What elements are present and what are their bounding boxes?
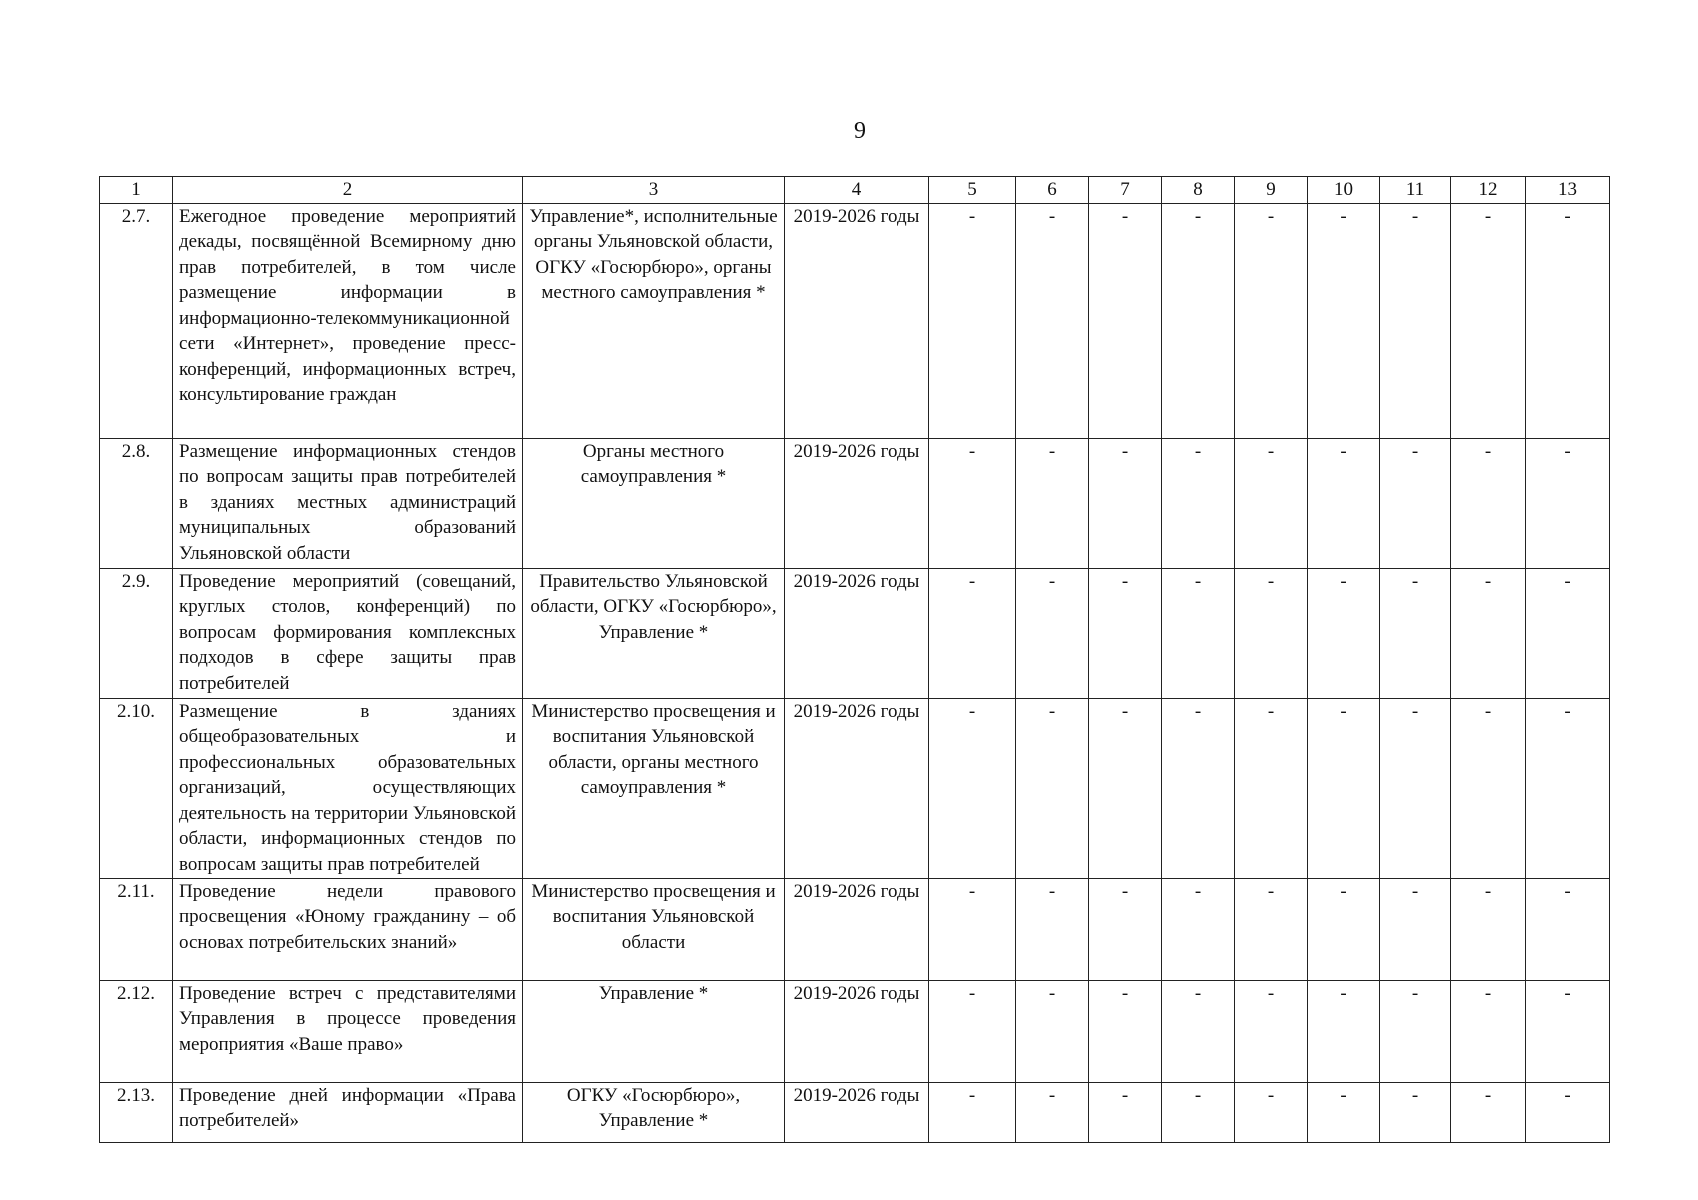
activity-name: Размещение в зданиях общеобразовательных и профессиональных образовательных организаций, осуществляющих деятельность на территории Ульяновской области, информационных стендов по вопросам защиты прав потребителей bbox=[173, 698, 523, 878]
activity-name: Проведение дней информации «Права потребителей» bbox=[173, 1082, 523, 1142]
executor: Органы местного самоуправления * bbox=[523, 438, 785, 568]
period: 2019-2026 годы bbox=[785, 1082, 929, 1142]
value-cell: - bbox=[929, 698, 1016, 878]
value-cell: - bbox=[1162, 568, 1235, 698]
value-cell: - bbox=[1308, 568, 1380, 698]
value-cell: - bbox=[1235, 980, 1308, 1082]
column-header: 6 bbox=[1016, 177, 1089, 204]
executor: Министерство просвещения и воспитания Ульяновской области bbox=[523, 878, 785, 980]
table-header-row bbox=[100, 177, 1610, 204]
table-row bbox=[100, 203, 1610, 438]
value-cell: - bbox=[1308, 878, 1380, 980]
value-cell: - bbox=[1451, 878, 1526, 980]
value-cell: - bbox=[929, 203, 1016, 438]
value-cell: - bbox=[1016, 698, 1089, 878]
executor: Управление * bbox=[523, 980, 785, 1082]
value-cell: - bbox=[1016, 980, 1089, 1082]
value-cell: - bbox=[1235, 438, 1308, 568]
value-cell: - bbox=[1451, 438, 1526, 568]
value-cell: - bbox=[1451, 568, 1526, 698]
row-number: 2.8. bbox=[100, 438, 173, 568]
value-cell: - bbox=[1089, 980, 1162, 1082]
period: 2019-2026 годы bbox=[785, 698, 929, 878]
row-number: 2.13. bbox=[100, 1082, 173, 1142]
executor: Управление*, исполнительные органы Ульяновской области, ОГКУ «Госюрбюро», органы местного самоуправления * bbox=[523, 203, 785, 438]
row-number: 2.9. bbox=[100, 568, 173, 698]
value-cell: - bbox=[929, 438, 1016, 568]
table-row bbox=[100, 568, 1610, 698]
plan-table bbox=[99, 176, 1610, 1143]
value-cell: - bbox=[1380, 1082, 1451, 1142]
value-cell: - bbox=[1308, 980, 1380, 1082]
column-header: 5 bbox=[929, 177, 1016, 204]
period: 2019-2026 годы bbox=[785, 980, 929, 1082]
value-cell: - bbox=[1089, 203, 1162, 438]
executor: ОГКУ «Госюрбюро», Управление * bbox=[523, 1082, 785, 1142]
activity-name: Проведение мероприятий (совещаний, круглых столов, конференций) по вопросам формирования комплексных подходов в сфере защиты прав потребителей bbox=[173, 568, 523, 698]
value-cell: - bbox=[1162, 980, 1235, 1082]
column-header: 3 bbox=[523, 177, 785, 204]
table-body bbox=[100, 203, 1610, 1142]
column-header: 10 bbox=[1308, 177, 1380, 204]
row-number: 2.7. bbox=[100, 203, 173, 438]
column-header: 9 bbox=[1235, 177, 1308, 204]
row-number: 2.11. bbox=[100, 878, 173, 980]
value-cell: - bbox=[1089, 878, 1162, 980]
value-cell: - bbox=[1162, 438, 1235, 568]
value-cell: - bbox=[1235, 203, 1308, 438]
value-cell: - bbox=[1526, 203, 1610, 438]
value-cell: - bbox=[929, 980, 1016, 1082]
value-cell: - bbox=[1016, 878, 1089, 980]
column-header: 12 bbox=[1451, 177, 1526, 204]
value-cell: - bbox=[1308, 1082, 1380, 1142]
period: 2019-2026 годы bbox=[785, 203, 929, 438]
value-cell: - bbox=[1380, 203, 1451, 438]
table-row bbox=[100, 980, 1610, 1082]
value-cell: - bbox=[1235, 568, 1308, 698]
value-cell: - bbox=[1380, 438, 1451, 568]
value-cell: - bbox=[1162, 1082, 1235, 1142]
value-cell: - bbox=[1526, 438, 1610, 568]
column-header: 11 bbox=[1380, 177, 1451, 204]
value-cell: - bbox=[1526, 1082, 1610, 1142]
value-cell: - bbox=[1235, 878, 1308, 980]
executor: Правительство Ульяновской области, ОГКУ «Госюрбюро», Управление * bbox=[523, 568, 785, 698]
value-cell: - bbox=[1162, 698, 1235, 878]
period: 2019-2026 годы bbox=[785, 438, 929, 568]
value-cell: - bbox=[1380, 878, 1451, 980]
value-cell: - bbox=[1451, 980, 1526, 1082]
value-cell: - bbox=[1235, 1082, 1308, 1142]
value-cell: - bbox=[1308, 438, 1380, 568]
value-cell: - bbox=[1235, 698, 1308, 878]
value-cell: - bbox=[1380, 698, 1451, 878]
value-cell: - bbox=[1016, 438, 1089, 568]
period: 2019-2026 годы bbox=[785, 878, 929, 980]
table-row bbox=[100, 878, 1610, 980]
activity-name: Проведение встреч с представителями Управления в процессе проведения мероприятия «Ваше право» bbox=[173, 980, 523, 1082]
value-cell: - bbox=[1526, 980, 1610, 1082]
value-cell: - bbox=[929, 568, 1016, 698]
table-row bbox=[100, 698, 1610, 878]
value-cell: - bbox=[1162, 203, 1235, 438]
page-number: 9 bbox=[854, 118, 866, 144]
column-header: 7 bbox=[1089, 177, 1162, 204]
table-row bbox=[100, 438, 1610, 568]
value-cell: - bbox=[1308, 203, 1380, 438]
value-cell: - bbox=[1451, 698, 1526, 878]
column-header: 2 bbox=[173, 177, 523, 204]
period: 2019-2026 годы bbox=[785, 568, 929, 698]
value-cell: - bbox=[1451, 203, 1526, 438]
value-cell: - bbox=[1308, 698, 1380, 878]
activity-name: Размещение информационных стендов по вопросам защиты прав потребителей в зданиях местных администраций муниципальных образований Ульяновской области bbox=[173, 438, 523, 568]
activity-name: Проведение недели правового просвещения «Юному гражданину – об основах потребительских знаний» bbox=[173, 878, 523, 980]
value-cell: - bbox=[1380, 568, 1451, 698]
value-cell: - bbox=[1380, 980, 1451, 1082]
value-cell: - bbox=[1016, 568, 1089, 698]
value-cell: - bbox=[1526, 568, 1610, 698]
column-header: 8 bbox=[1162, 177, 1235, 204]
value-cell: - bbox=[1526, 698, 1610, 878]
value-cell: - bbox=[1016, 203, 1089, 438]
value-cell: - bbox=[1526, 878, 1610, 980]
column-header: 4 bbox=[785, 177, 929, 204]
value-cell: - bbox=[1089, 568, 1162, 698]
value-cell: - bbox=[1451, 1082, 1526, 1142]
executor: Министерство просвещения и воспитания Ульяновской области, органы местного самоуправления * bbox=[523, 698, 785, 878]
value-cell: - bbox=[1089, 698, 1162, 878]
value-cell: - bbox=[929, 1082, 1016, 1142]
row-number: 2.12. bbox=[100, 980, 173, 1082]
table-row bbox=[100, 1082, 1610, 1142]
column-header: 1 bbox=[100, 177, 173, 204]
row-number: 2.10. bbox=[100, 698, 173, 878]
value-cell: - bbox=[1089, 1082, 1162, 1142]
value-cell: - bbox=[929, 878, 1016, 980]
value-cell: - bbox=[1089, 438, 1162, 568]
value-cell: - bbox=[1016, 1082, 1089, 1142]
activity-name: Ежегодное проведение мероприятий декады, посвящённой Всемирному дню прав потребителей, в том числе размещение информации в информационно-телекоммуникационной сети «Интернет», проведение пресс-конференций, информационных встреч, консультирование граждан bbox=[173, 203, 523, 438]
column-header: 13 bbox=[1526, 177, 1610, 204]
value-cell: - bbox=[1162, 878, 1235, 980]
